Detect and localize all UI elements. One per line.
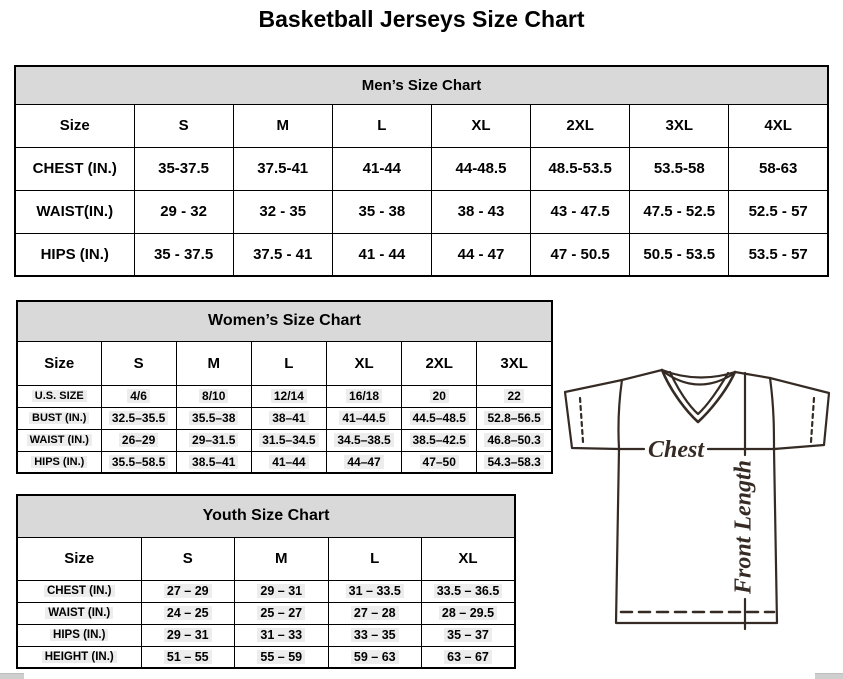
scrollbar-fragment-left[interactable] bbox=[0, 673, 24, 679]
size-cell: 54.3–58.3 bbox=[477, 451, 552, 473]
youth-size-chart-table bbox=[16, 494, 516, 669]
size-cell: 16/18 bbox=[326, 385, 401, 407]
size-cell: 35.5–38 bbox=[176, 407, 251, 429]
size-cell: 53.5 - 57 bbox=[729, 233, 828, 276]
row-label: CHEST (IN.) bbox=[15, 147, 134, 190]
column-header: M bbox=[233, 104, 332, 147]
size-cell: 37.5 - 41 bbox=[233, 233, 332, 276]
mens-chart-title: Men’s Size Chart bbox=[15, 66, 828, 104]
size-cell: 52.5 - 57 bbox=[729, 190, 828, 233]
youth-chart-title: Youth Size Chart bbox=[17, 495, 515, 537]
table-row bbox=[17, 495, 515, 537]
size-cell: 55 – 59 bbox=[235, 646, 329, 668]
mens-size-chart-table bbox=[14, 65, 829, 277]
column-header: XL bbox=[422, 537, 516, 580]
size-cell: 25 – 27 bbox=[235, 602, 329, 624]
table-row bbox=[17, 385, 552, 407]
size-cell: 38–41 bbox=[251, 407, 326, 429]
size-cell: 31 – 33.5 bbox=[328, 580, 422, 602]
column-header: S bbox=[101, 341, 176, 385]
size-cell: 35-37.5 bbox=[134, 147, 233, 190]
column-header: XL bbox=[326, 341, 401, 385]
column-header: L bbox=[328, 537, 422, 580]
column-header: 3XL bbox=[630, 104, 729, 147]
table-row bbox=[15, 104, 828, 147]
size-cell: 35 - 38 bbox=[332, 190, 431, 233]
column-header: L bbox=[251, 341, 326, 385]
sleeve-seam-left bbox=[618, 380, 622, 449]
size-cell: 59 – 63 bbox=[328, 646, 422, 668]
column-header: L bbox=[332, 104, 431, 147]
front-length-label: Front Length bbox=[730, 459, 757, 595]
size-cell: 24 – 25 bbox=[141, 602, 235, 624]
table-row bbox=[15, 233, 828, 276]
womens-chart-title: Women’s Size Chart bbox=[17, 301, 552, 341]
row-label: HIPS (IN.) bbox=[17, 624, 141, 646]
jersey-outline bbox=[565, 370, 829, 623]
table-row bbox=[17, 537, 515, 580]
column-header: XL bbox=[431, 104, 530, 147]
table-row bbox=[17, 624, 515, 646]
size-cell: 34.5–38.5 bbox=[326, 429, 401, 451]
column-header: Size bbox=[15, 104, 134, 147]
size-cell: 50.5 - 53.5 bbox=[630, 233, 729, 276]
size-cell: 27 – 29 bbox=[141, 580, 235, 602]
size-cell: 27 – 28 bbox=[328, 602, 422, 624]
size-cell: 41–44 bbox=[251, 451, 326, 473]
column-header: 4XL bbox=[729, 104, 828, 147]
column-header: 2XL bbox=[531, 104, 630, 147]
column-header: 3XL bbox=[477, 341, 552, 385]
scrollbar-fragment-right[interactable] bbox=[815, 673, 843, 679]
table-row bbox=[17, 602, 515, 624]
size-cell: 28 – 29.5 bbox=[422, 602, 516, 624]
size-cell: 53.5-58 bbox=[630, 147, 729, 190]
size-cell: 22 bbox=[477, 385, 552, 407]
jersey-measurement-diagram bbox=[558, 362, 840, 657]
row-label: WAIST(IN.) bbox=[15, 190, 134, 233]
size-cell: 48.5-53.5 bbox=[531, 147, 630, 190]
size-cell: 26–29 bbox=[101, 429, 176, 451]
size-cell: 8/10 bbox=[176, 385, 251, 407]
column-header: Size bbox=[17, 341, 101, 385]
size-cell: 43 - 47.5 bbox=[531, 190, 630, 233]
size-cell: 44 - 47 bbox=[431, 233, 530, 276]
size-cell: 20 bbox=[402, 385, 477, 407]
size-cell: 58-63 bbox=[729, 147, 828, 190]
size-cell: 4/6 bbox=[101, 385, 176, 407]
row-label: CHEST (IN.) bbox=[17, 580, 141, 602]
table-row bbox=[17, 451, 552, 473]
column-header: M bbox=[235, 537, 329, 580]
row-label: HIPS (IN.) bbox=[15, 233, 134, 276]
size-cell: 47 - 50.5 bbox=[531, 233, 630, 276]
chest-label: Chest bbox=[647, 437, 705, 463]
size-cell: 29 – 31 bbox=[235, 580, 329, 602]
table-row bbox=[17, 429, 552, 451]
size-cell: 44–47 bbox=[326, 451, 401, 473]
table-row bbox=[15, 147, 828, 190]
column-header: S bbox=[134, 104, 233, 147]
size-cell: 35 - 37.5 bbox=[134, 233, 233, 276]
size-cell: 33.5 – 36.5 bbox=[422, 580, 516, 602]
size-cell: 41-44 bbox=[332, 147, 431, 190]
size-cell: 12/14 bbox=[251, 385, 326, 407]
size-cell: 47–50 bbox=[402, 451, 477, 473]
size-cell: 32 - 35 bbox=[233, 190, 332, 233]
column-header: M bbox=[176, 341, 251, 385]
womens-size-chart-table bbox=[16, 300, 553, 474]
column-header: Size bbox=[17, 537, 141, 580]
size-cell: 29–31.5 bbox=[176, 429, 251, 451]
row-label: BUST (IN.) bbox=[17, 407, 101, 429]
size-cell: 47.5 - 52.5 bbox=[630, 190, 729, 233]
table-row bbox=[17, 646, 515, 668]
size-cell: 41 - 44 bbox=[332, 233, 431, 276]
table-row bbox=[15, 66, 828, 104]
size-cell: 52.8–56.5 bbox=[477, 407, 552, 429]
cuff-dashed-line-right bbox=[811, 398, 814, 442]
size-cell: 44-48.5 bbox=[431, 147, 530, 190]
size-cell: 31.5–34.5 bbox=[251, 429, 326, 451]
column-header: S bbox=[141, 537, 235, 580]
row-label: WAIST (IN.) bbox=[17, 602, 141, 624]
size-cell: 51 – 55 bbox=[141, 646, 235, 668]
size-cell: 46.8–50.3 bbox=[477, 429, 552, 451]
size-cell: 38.5–41 bbox=[176, 451, 251, 473]
table-row bbox=[17, 341, 552, 385]
size-cell: 35 – 37 bbox=[422, 624, 516, 646]
column-header: 2XL bbox=[402, 341, 477, 385]
size-cell: 32.5–35.5 bbox=[101, 407, 176, 429]
size-cell: 29 - 32 bbox=[134, 190, 233, 233]
table-row bbox=[17, 301, 552, 341]
size-cell: 41–44.5 bbox=[326, 407, 401, 429]
row-label: WAIST (IN.) bbox=[17, 429, 101, 451]
sleeve-seam-right bbox=[770, 378, 774, 449]
page-title: Basketball Jerseys Size Chart bbox=[258, 6, 585, 32]
size-cell: 63 – 67 bbox=[422, 646, 516, 668]
size-cell: 38.5–42.5 bbox=[402, 429, 477, 451]
table-row bbox=[15, 190, 828, 233]
size-cell: 31 – 33 bbox=[235, 624, 329, 646]
table-row bbox=[17, 407, 552, 429]
size-cell: 33 – 35 bbox=[328, 624, 422, 646]
row-label: HIPS (IN.) bbox=[17, 451, 101, 473]
size-cell: 29 – 31 bbox=[141, 624, 235, 646]
size-cell: 44.5–48.5 bbox=[402, 407, 477, 429]
row-label: HEIGHT (IN.) bbox=[17, 646, 141, 668]
size-cell: 37.5-41 bbox=[233, 147, 332, 190]
table-row bbox=[17, 580, 515, 602]
row-label: U.S. SIZE bbox=[17, 385, 101, 407]
cuff-dashed-line-left bbox=[580, 398, 583, 442]
size-cell: 38 - 43 bbox=[431, 190, 530, 233]
size-cell: 35.5–58.5 bbox=[101, 451, 176, 473]
